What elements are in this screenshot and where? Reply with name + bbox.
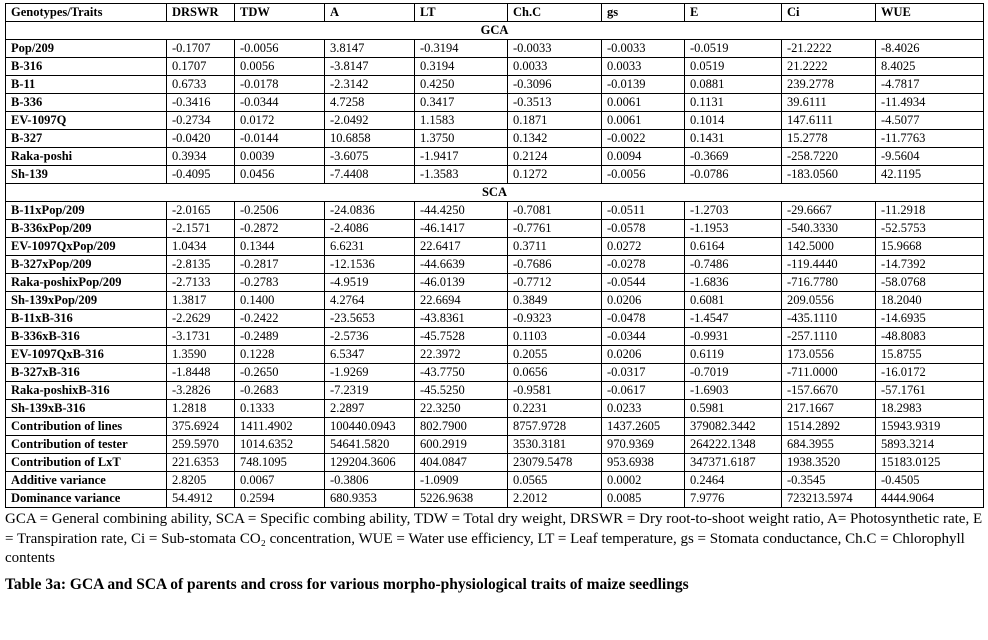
- value-cell: 2.2897: [325, 400, 415, 418]
- value-cell: 723213.5974: [782, 490, 876, 508]
- value-cell: -14.7392: [876, 256, 984, 274]
- value-cell: 0.0039: [235, 148, 325, 166]
- row-label-cell: B-11xB-316: [6, 310, 167, 328]
- value-cell: -0.0344: [602, 328, 685, 346]
- value-cell: -0.0420: [167, 130, 235, 148]
- value-cell: 1.3750: [415, 130, 508, 148]
- value-cell: 0.0456: [235, 166, 325, 184]
- value-cell: 22.6694: [415, 292, 508, 310]
- table-row: [6, 94, 984, 112]
- value-cell: -0.2506: [235, 202, 325, 220]
- value-cell: 7.9776: [685, 490, 782, 508]
- section-label: GCA: [6, 22, 984, 40]
- value-cell: 2.8205: [167, 472, 235, 490]
- value-cell: 0.2055: [508, 346, 602, 364]
- value-cell: -0.1707: [167, 40, 235, 58]
- value-cell: 0.0061: [602, 94, 685, 112]
- value-cell: -1.2703: [685, 202, 782, 220]
- value-cell: 0.2464: [685, 472, 782, 490]
- value-cell: DRSWR: [167, 4, 235, 22]
- value-cell: -0.0022: [602, 130, 685, 148]
- value-cell: -0.0056: [235, 40, 325, 58]
- value-cell: 0.2231: [508, 400, 602, 418]
- value-cell: 0.1707: [167, 58, 235, 76]
- value-cell: -44.6639: [415, 256, 508, 274]
- value-cell: -45.7528: [415, 328, 508, 346]
- value-cell: -0.2683: [235, 382, 325, 400]
- row-label-cell: B-336: [6, 94, 167, 112]
- table-row: [6, 274, 984, 292]
- value-cell: -2.3142: [325, 76, 415, 94]
- value-cell: -58.0768: [876, 274, 984, 292]
- value-cell: -0.3194: [415, 40, 508, 58]
- value-cell: -21.2222: [782, 40, 876, 58]
- value-cell: 147.6111: [782, 112, 876, 130]
- value-cell: 221.6353: [167, 454, 235, 472]
- value-cell: 0.0067: [235, 472, 325, 490]
- value-cell: 1.1583: [415, 112, 508, 130]
- value-cell: -11.2918: [876, 202, 984, 220]
- value-cell: 0.1333: [235, 400, 325, 418]
- value-cell: 264222.1348: [685, 436, 782, 454]
- value-cell: -716.7780: [782, 274, 876, 292]
- value-cell: 0.1871: [508, 112, 602, 130]
- value-cell: 8.4025: [876, 58, 984, 76]
- value-cell: E: [685, 4, 782, 22]
- row-label-cell: Dominance variance: [6, 490, 167, 508]
- table-row: [6, 256, 984, 274]
- value-cell: -44.4250: [415, 202, 508, 220]
- value-cell: 1.2818: [167, 400, 235, 418]
- value-cell: -1.6903: [685, 382, 782, 400]
- value-cell: 0.0206: [602, 292, 685, 310]
- value-cell: 802.7900: [415, 418, 508, 436]
- value-cell: 0.6164: [685, 238, 782, 256]
- value-cell: -2.5736: [325, 328, 415, 346]
- value-cell: -0.0317: [602, 364, 685, 382]
- value-cell: 0.0002: [602, 472, 685, 490]
- value-cell: 259.5970: [167, 436, 235, 454]
- table-footnote: GCA = General combining ability, SCA = Specific combing ability, TDW = Total dry weight, DRSWR = Dry root-to-shoot weight ratio, A= Photosynthetic rate, E = Transpiration rate, Ci = Sub-stomata CO₂ concentration, WUE = Water use efficiency, LT = Leaf temperature, gs = Stomata conductance, Ch.C = Chlorophyll contents: [5, 511, 983, 566]
- value-cell: -435.1110: [782, 310, 876, 328]
- value-cell: 0.6733: [167, 76, 235, 94]
- value-cell: 0.1342: [508, 130, 602, 148]
- row-label-cell: Contribution of LxT: [6, 454, 167, 472]
- value-cell: -11.4934: [876, 94, 984, 112]
- row-label-cell: EV-1097QxPop/209: [6, 238, 167, 256]
- value-cell: -1.3583: [415, 166, 508, 184]
- row-label-cell: Pop/209: [6, 40, 167, 58]
- value-cell: 5226.9638: [415, 490, 508, 508]
- value-cell: -1.0909: [415, 472, 508, 490]
- value-cell: 129204.3606: [325, 454, 415, 472]
- value-cell: -0.3669: [685, 148, 782, 166]
- value-cell: -257.1110: [782, 328, 876, 346]
- value-cell: -0.7486: [685, 256, 782, 274]
- document-page: [5, 3, 983, 594]
- row-label-cell: Sh-139xPop/209: [6, 292, 167, 310]
- value-cell: 0.1131: [685, 94, 782, 112]
- row-label-cell: B-336xB-316: [6, 328, 167, 346]
- value-cell: -0.7081: [508, 202, 602, 220]
- value-cell: -0.2734: [167, 112, 235, 130]
- value-cell: 748.1095: [235, 454, 325, 472]
- value-cell: 54641.5820: [325, 436, 415, 454]
- value-cell: -8.4026: [876, 40, 984, 58]
- value-cell: -540.3330: [782, 220, 876, 238]
- value-cell: -0.0344: [235, 94, 325, 112]
- value-cell: -0.7686: [508, 256, 602, 274]
- value-cell: -0.2422: [235, 310, 325, 328]
- value-cell: -2.0165: [167, 202, 235, 220]
- value-cell: 22.3972: [415, 346, 508, 364]
- value-cell: 0.3194: [415, 58, 508, 76]
- value-cell: 0.0033: [602, 58, 685, 76]
- value-cell: -1.4547: [685, 310, 782, 328]
- value-cell: 0.0565: [508, 472, 602, 490]
- value-cell: 209.0556: [782, 292, 876, 310]
- value-cell: 0.3934: [167, 148, 235, 166]
- value-cell: -24.0836: [325, 202, 415, 220]
- value-cell: 15.2778: [782, 130, 876, 148]
- value-cell: -0.0511: [602, 202, 685, 220]
- value-cell: -7.4408: [325, 166, 415, 184]
- value-cell: -2.2629: [167, 310, 235, 328]
- value-cell: -0.0617: [602, 382, 685, 400]
- value-cell: -0.9581: [508, 382, 602, 400]
- value-cell: -46.1417: [415, 220, 508, 238]
- value-cell: -2.1571: [167, 220, 235, 238]
- value-cell: 1437.2605: [602, 418, 685, 436]
- value-cell: 0.0272: [602, 238, 685, 256]
- value-cell: 0.3417: [415, 94, 508, 112]
- value-cell: -9.5604: [876, 148, 984, 166]
- value-cell: -0.7019: [685, 364, 782, 382]
- value-cell: -0.2872: [235, 220, 325, 238]
- value-cell: 404.0847: [415, 454, 508, 472]
- value-cell: 173.0556: [782, 346, 876, 364]
- value-cell: Ci: [782, 4, 876, 22]
- value-cell: -2.7133: [167, 274, 235, 292]
- value-cell: -0.9323: [508, 310, 602, 328]
- table-row: [6, 166, 984, 184]
- value-cell: 0.0519: [685, 58, 782, 76]
- table-caption: Table 3a: GCA and SCA of parents and cross for various morpho-physiological traits of maize seedlings: [5, 575, 689, 593]
- value-cell: 15943.9319: [876, 418, 984, 436]
- value-cell: 0.0061: [602, 112, 685, 130]
- table-row: [6, 148, 984, 166]
- value-cell: 1014.6352: [235, 436, 325, 454]
- table-row: [6, 76, 984, 94]
- value-cell: 0.1103: [508, 328, 602, 346]
- value-cell: 22.3250: [415, 400, 508, 418]
- value-cell: 5893.3214: [876, 436, 984, 454]
- value-cell: -29.6667: [782, 202, 876, 220]
- value-cell: -2.4086: [325, 220, 415, 238]
- value-cell: 23079.5478: [508, 454, 602, 472]
- value-cell: 3530.3181: [508, 436, 602, 454]
- value-cell: 1.0434: [167, 238, 235, 256]
- table-row: [6, 472, 984, 490]
- value-cell: -711.0000: [782, 364, 876, 382]
- row-label-cell: B-11xPop/209: [6, 202, 167, 220]
- value-cell: 0.0172: [235, 112, 325, 130]
- value-cell: -0.0033: [602, 40, 685, 58]
- value-cell: 8757.9728: [508, 418, 602, 436]
- value-cell: -0.2783: [235, 274, 325, 292]
- value-cell: WUE: [876, 4, 984, 22]
- value-cell: -3.8147: [325, 58, 415, 76]
- value-cell: 100440.0943: [325, 418, 415, 436]
- value-cell: -0.0144: [235, 130, 325, 148]
- table-row: [6, 130, 984, 148]
- value-cell: -0.0056: [602, 166, 685, 184]
- table-row: [6, 382, 984, 400]
- row-label-cell: EV-1097Q: [6, 112, 167, 130]
- value-cell: -0.2817: [235, 256, 325, 274]
- value-cell: 0.3849: [508, 292, 602, 310]
- value-cell: -46.0139: [415, 274, 508, 292]
- value-cell: 22.6417: [415, 238, 508, 256]
- value-cell: -4.5077: [876, 112, 984, 130]
- value-cell: -0.2650: [235, 364, 325, 382]
- row-label-cell: Raka-poshi: [6, 148, 167, 166]
- value-cell: 0.6081: [685, 292, 782, 310]
- value-cell: 2.2012: [508, 490, 602, 508]
- value-cell: 6.5347: [325, 346, 415, 364]
- value-cell: 1.3590: [167, 346, 235, 364]
- value-cell: 600.2919: [415, 436, 508, 454]
- value-cell: 680.9353: [325, 490, 415, 508]
- table-row: [6, 364, 984, 382]
- table-row: [6, 328, 984, 346]
- row-label-cell: Additive variance: [6, 472, 167, 490]
- row-label-cell: Raka-poshixPop/209: [6, 274, 167, 292]
- value-cell: -48.8083: [876, 328, 984, 346]
- value-cell: -7.2319: [325, 382, 415, 400]
- value-cell: -0.3513: [508, 94, 602, 112]
- value-cell: 1938.3520: [782, 454, 876, 472]
- section-label: SCA: [6, 184, 984, 202]
- value-cell: 0.1400: [235, 292, 325, 310]
- value-cell: 0.0233: [602, 400, 685, 418]
- value-cell: -0.4505: [876, 472, 984, 490]
- value-cell: -0.0544: [602, 274, 685, 292]
- value-cell: 18.2983: [876, 400, 984, 418]
- value-cell: 0.1431: [685, 130, 782, 148]
- value-cell: 0.5981: [685, 400, 782, 418]
- row-label-cell: Contribution of tester: [6, 436, 167, 454]
- value-cell: -23.5653: [325, 310, 415, 328]
- value-cell: 953.6938: [602, 454, 685, 472]
- table-header-row: [6, 4, 984, 22]
- value-cell: -43.8361: [415, 310, 508, 328]
- value-cell: -0.4095: [167, 166, 235, 184]
- table-row: [6, 220, 984, 238]
- value-cell: 42.1195: [876, 166, 984, 184]
- table-row: [6, 310, 984, 328]
- value-cell: -0.0519: [685, 40, 782, 58]
- table-row: [6, 454, 984, 472]
- table-row: [6, 436, 984, 454]
- value-cell: -1.9417: [415, 148, 508, 166]
- value-cell: -1.9269: [325, 364, 415, 382]
- value-cell: -0.7712: [508, 274, 602, 292]
- value-cell: -0.0578: [602, 220, 685, 238]
- value-cell: -157.6670: [782, 382, 876, 400]
- value-cell: -43.7750: [415, 364, 508, 382]
- value-cell: -1.8448: [167, 364, 235, 382]
- row-label-cell: Sh-139: [6, 166, 167, 184]
- value-cell: 0.0206: [602, 346, 685, 364]
- value-cell: -14.6935: [876, 310, 984, 328]
- row-label-cell: Contribution of lines: [6, 418, 167, 436]
- value-cell: 0.1228: [235, 346, 325, 364]
- row-label-cell: B-327: [6, 130, 167, 148]
- table-row: [6, 238, 984, 256]
- value-cell: 15183.0125: [876, 454, 984, 472]
- row-label-cell: EV-1097QxB-316: [6, 346, 167, 364]
- value-cell: 1411.4902: [235, 418, 325, 436]
- row-label-cell: Raka-poshixB-316: [6, 382, 167, 400]
- value-cell: Ch.C: [508, 4, 602, 22]
- value-cell: -2.0492: [325, 112, 415, 130]
- table-row: [6, 58, 984, 76]
- value-cell: -52.5753: [876, 220, 984, 238]
- value-cell: A: [325, 4, 415, 22]
- value-cell: -2.8135: [167, 256, 235, 274]
- value-cell: 15.8755: [876, 346, 984, 364]
- value-cell: 142.5000: [782, 238, 876, 256]
- value-cell: 375.6924: [167, 418, 235, 436]
- table-row: [6, 346, 984, 364]
- value-cell: -0.3096: [508, 76, 602, 94]
- value-cell: -12.1536: [325, 256, 415, 274]
- value-cell: -0.0278: [602, 256, 685, 274]
- value-cell: 0.1014: [685, 112, 782, 130]
- value-cell: -0.9931: [685, 328, 782, 346]
- value-cell: LT: [415, 4, 508, 22]
- value-cell: 21.2222: [782, 58, 876, 76]
- value-cell: -3.1731: [167, 328, 235, 346]
- value-cell: 347371.6187: [685, 454, 782, 472]
- table-row: [6, 112, 984, 130]
- row-label-cell: Genotypes/Traits: [6, 4, 167, 22]
- value-cell: 0.4250: [415, 76, 508, 94]
- value-cell: 684.3955: [782, 436, 876, 454]
- value-cell: 0.2594: [235, 490, 325, 508]
- value-cell: -0.3806: [325, 472, 415, 490]
- value-cell: 4.7258: [325, 94, 415, 112]
- value-cell: -119.4440: [782, 256, 876, 274]
- value-cell: -0.3416: [167, 94, 235, 112]
- value-cell: -1.1953: [685, 220, 782, 238]
- combining-ability-table: [5, 3, 984, 508]
- table-row: [6, 292, 984, 310]
- value-cell: 0.6119: [685, 346, 782, 364]
- value-cell: 0.0056: [235, 58, 325, 76]
- value-cell: -4.7817: [876, 76, 984, 94]
- value-cell: gs: [602, 4, 685, 22]
- value-cell: 39.6111: [782, 94, 876, 112]
- value-cell: 0.1272: [508, 166, 602, 184]
- value-cell: -0.0478: [602, 310, 685, 328]
- value-cell: 0.1344: [235, 238, 325, 256]
- row-label-cell: B-336xPop/209: [6, 220, 167, 238]
- value-cell: -57.1761: [876, 382, 984, 400]
- row-label-cell: B-327xB-316: [6, 364, 167, 382]
- value-cell: 0.0033: [508, 58, 602, 76]
- value-cell: -45.5250: [415, 382, 508, 400]
- value-cell: -258.7220: [782, 148, 876, 166]
- table-row: [6, 202, 984, 220]
- value-cell: -11.7763: [876, 130, 984, 148]
- value-cell: TDW: [235, 4, 325, 22]
- value-cell: -0.0139: [602, 76, 685, 94]
- sca-section-row: [6, 184, 984, 202]
- value-cell: -1.6836: [685, 274, 782, 292]
- row-label-cell: B-327xPop/209: [6, 256, 167, 274]
- value-cell: 54.4912: [167, 490, 235, 508]
- value-cell: 1514.2892: [782, 418, 876, 436]
- value-cell: 18.2040: [876, 292, 984, 310]
- value-cell: 239.2778: [782, 76, 876, 94]
- value-cell: 15.9668: [876, 238, 984, 256]
- value-cell: -16.0172: [876, 364, 984, 382]
- table-row: [6, 418, 984, 436]
- value-cell: -0.0033: [508, 40, 602, 58]
- value-cell: 0.0085: [602, 490, 685, 508]
- value-cell: -0.7761: [508, 220, 602, 238]
- value-cell: 970.9369: [602, 436, 685, 454]
- value-cell: 6.6231: [325, 238, 415, 256]
- value-cell: 10.6858: [325, 130, 415, 148]
- value-cell: 0.0881: [685, 76, 782, 94]
- value-cell: 0.0656: [508, 364, 602, 382]
- value-cell: -3.2826: [167, 382, 235, 400]
- table-row: [6, 490, 984, 508]
- value-cell: -0.0178: [235, 76, 325, 94]
- row-label-cell: B-11: [6, 76, 167, 94]
- value-cell: 0.3711: [508, 238, 602, 256]
- value-cell: -0.2489: [235, 328, 325, 346]
- row-label-cell: Sh-139xB-316: [6, 400, 167, 418]
- value-cell: 1.3817: [167, 292, 235, 310]
- value-cell: -0.0786: [685, 166, 782, 184]
- value-cell: 0.0094: [602, 148, 685, 166]
- value-cell: 0.2124: [508, 148, 602, 166]
- row-label-cell: B-316: [6, 58, 167, 76]
- value-cell: 217.1667: [782, 400, 876, 418]
- value-cell: 4444.9064: [876, 490, 984, 508]
- value-cell: -3.6075: [325, 148, 415, 166]
- value-cell: 4.2764: [325, 292, 415, 310]
- table-body: [6, 4, 984, 508]
- value-cell: 3.8147: [325, 40, 415, 58]
- value-cell: -183.0560: [782, 166, 876, 184]
- value-cell: -0.3545: [782, 472, 876, 490]
- gca-section-row: [6, 22, 984, 40]
- value-cell: -4.9519: [325, 274, 415, 292]
- table-row: [6, 400, 984, 418]
- table-row: [6, 40, 984, 58]
- value-cell: 379082.3442: [685, 418, 782, 436]
